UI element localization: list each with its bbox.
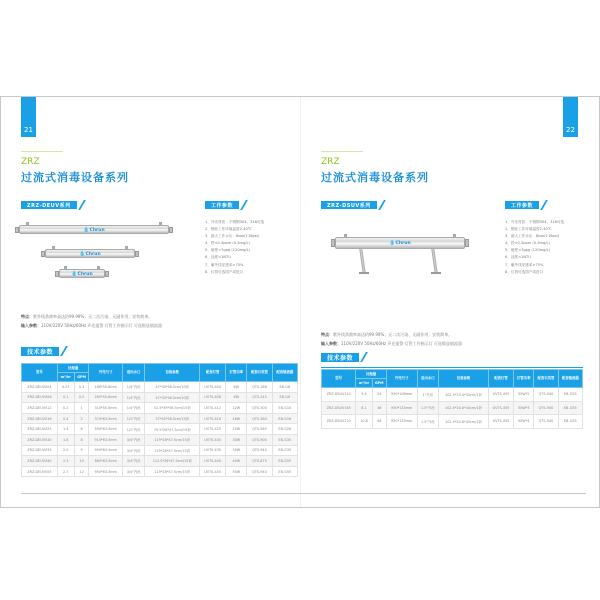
cell-m3: 2.7	[57, 466, 74, 477]
cell-lamp: UVTS-430	[200, 434, 226, 445]
cell-quartz: QTS-245	[247, 392, 272, 403]
cell-lamp: UVTS-455	[488, 388, 513, 402]
col-model: 型号	[322, 370, 356, 388]
water-drop-icon: 💧	[83, 227, 90, 233]
features-block	[21, 312, 162, 330]
cell-lamp: UVTS-404	[200, 382, 226, 393]
table-row	[322, 401, 583, 415]
cell-carton: 102.5*24.8*45cm/1套	[439, 415, 489, 429]
cell-size: 590*63.5mm	[89, 424, 122, 435]
cell-size: 885*63.5mm	[89, 456, 122, 467]
cell-inout: 3/4"内丝	[122, 445, 145, 456]
cell-m3: 5.4	[356, 388, 372, 402]
spec-table	[321, 369, 583, 429]
work-params-list	[205, 219, 264, 276]
input-params-line: 输入参数：110V/220V 50Hz/60Hz 声光报警 灯管工作指示灯 可选数显镇流器	[321, 341, 462, 346]
cell-power: 6W	[226, 392, 247, 403]
cell-size: 950*108mm	[386, 388, 417, 402]
work-param-item: 2、钢丝工作环境温度2-40℃	[205, 227, 252, 232]
cell-ballast: EB-G55	[558, 415, 582, 429]
work-param-item: 7、紫外线穿透率>75%	[505, 262, 544, 267]
cell-quartz: QTS-940	[534, 401, 558, 415]
cell-model: ZRZ-DEUV025	[22, 424, 58, 435]
features-line: 特点：紫外线杀菌率高达约99.99%；无二次污染、无副作用；安装简单。	[21, 314, 153, 319]
cell-carton: 102.5*23.4*43cm/1套	[439, 388, 489, 402]
brand-label: ZRZ	[321, 157, 340, 167]
uv-tube-large	[19, 225, 169, 234]
work-param-item: 2、钢丝工作环境温度2-40℃	[505, 227, 552, 232]
cell-power: 55W*3	[514, 401, 534, 415]
cell-m3: 0.1	[57, 392, 74, 403]
cell-lamp: UVTS-425	[200, 424, 226, 435]
product-logo: 💧Chrun	[79, 251, 101, 257]
cell-gpm: 0.3	[74, 382, 89, 393]
work-param-item: 4、铁<0.3ppm (0.3mg/L)	[205, 241, 250, 246]
cell-model: ZRZ-DSUV110	[322, 388, 356, 402]
spec-table-body	[322, 388, 583, 429]
cell-inout: 1"外丝	[417, 388, 439, 402]
cell-power: 40W	[226, 456, 247, 467]
work-param-item: 3、最大工作水压：8bar(116psi)	[205, 234, 260, 239]
table-row	[322, 415, 583, 429]
spec-table-body	[22, 382, 298, 477]
col-flow-gpm: GPM	[372, 379, 386, 388]
cell-model: ZRZ-DEUV035	[22, 445, 58, 456]
cell-ballast: EB-G55	[558, 388, 582, 402]
work-param-item: 5、硬度<7gpg (120mg/L)	[205, 248, 251, 253]
col-lamp: 配套灯管	[200, 364, 226, 382]
series-tag: ZRZ-DSUV系列	[321, 201, 377, 209]
page-title: 过流式消毒设备系列	[321, 171, 429, 184]
features-line: 特点：紫外线杀菌率高达约99.99%；无二次污染、无副作用；安装简单。	[321, 332, 453, 337]
work-param-item: 5、硬度<7gpg (120mg/L)	[505, 248, 551, 253]
cell-power: 55W	[226, 466, 247, 477]
cell-m3: 0.2	[57, 403, 74, 414]
table-row	[22, 434, 298, 445]
water-drop-icon: 💧	[71, 271, 78, 277]
cell-power: 6W	[226, 382, 247, 393]
cell-inout: 1.5"外丝	[417, 401, 439, 415]
cell-gpm: 10	[74, 456, 89, 467]
cell-m3: 0.07	[57, 382, 74, 393]
cell-carton: 79.5*28*47.5cm/15套	[145, 424, 200, 435]
work-param-item: 3、最大工作水压：8bar(116psi)	[505, 234, 560, 239]
page-number: 21	[24, 126, 33, 134]
cell-gpm: 8	[74, 434, 89, 445]
cell-ballast: EB-G16	[272, 413, 297, 424]
table-row	[22, 382, 298, 393]
title-rule	[21, 151, 63, 152]
cell-model: ZRZ-DSUV165	[322, 401, 356, 415]
cell-model: ZRZ-DSUV220	[322, 415, 356, 429]
spec-table	[21, 363, 298, 477]
col-ballast: 配套镇流器	[558, 370, 582, 388]
cell-ballast: EB-G55	[272, 466, 297, 477]
cell-lamp: UVTS-440	[200, 456, 226, 467]
work-params-tag: 工作参数	[505, 201, 539, 209]
table-row	[22, 392, 298, 403]
cell-quartz: QTS-186	[247, 382, 272, 393]
cell-lamp: UVTS-406	[200, 392, 226, 403]
cell-model: ZRZ-DEUV004	[22, 382, 58, 393]
cell-size: 950*133mm	[386, 415, 417, 429]
cell-ballast: EB-G55	[272, 456, 297, 467]
cell-size: 950*133mm	[386, 401, 417, 415]
cell-quartz: QTS-360	[247, 413, 272, 424]
page-number: 22	[566, 126, 575, 134]
table-row	[22, 413, 298, 424]
table-row	[322, 388, 583, 402]
table-row	[22, 466, 298, 477]
cell-gpm: 9	[74, 445, 89, 456]
cell-lamp: UVTS-435	[200, 445, 226, 456]
work-param-item: 6、浊度<1NTU	[205, 255, 231, 260]
stand-leg	[359, 249, 365, 273]
cell-inout: 1/2"内丝	[122, 424, 145, 435]
work-param-item: 8、灯管可选国产或进口	[505, 269, 544, 274]
product-logo: 💧Chrun	[389, 240, 411, 246]
page-number-tab	[21, 97, 36, 137]
cell-gpm: 12	[74, 466, 89, 477]
cell-lamp: UVTS-455	[488, 401, 513, 415]
work-param-item: 4、铁<0.3ppm (0.3mg/L)	[505, 241, 550, 246]
col-flow: 处理量	[356, 370, 386, 379]
cell-m3: 10.8	[356, 415, 372, 429]
cell-inout: 1/4"内丝	[122, 392, 145, 403]
stand-leg	[431, 249, 437, 273]
cell-inout: 1.5"外丝	[417, 415, 439, 429]
cell-size: 310*50.8mm	[89, 403, 122, 414]
col-inout: 进出水口	[122, 364, 145, 382]
cell-quartz: QTS-940	[247, 445, 272, 456]
page-number-tab	[563, 97, 578, 137]
cell-inout: 3/4"内丝	[122, 456, 145, 467]
cell-quartz: QTS-560	[247, 424, 272, 435]
cell-size: 265*50.8mm	[89, 392, 122, 403]
cell-gpm: 36	[372, 401, 386, 415]
cell-model: ZRZ-DEUV055	[22, 466, 58, 477]
cell-gpm: 0.5	[74, 392, 89, 403]
right-page	[301, 97, 600, 507]
brochure-spread	[0, 96, 600, 508]
cell-model: ZRZ-DEUV016	[22, 413, 58, 424]
col-ballast: 配套镇流器	[272, 364, 297, 382]
cell-power: 25W	[226, 424, 247, 435]
cell-model: ZRZ-DEUV012	[22, 403, 58, 414]
cell-carton: 47*30*58.5cm/10套	[145, 382, 200, 393]
cell-ballast: EB-G35	[272, 434, 297, 445]
col-flow-m3: m³/hr	[57, 373, 74, 382]
uv-tube-small	[59, 269, 105, 278]
cell-power: 12W	[226, 403, 247, 414]
work-params-tag: 工作参数	[205, 201, 239, 209]
input-params-line: 输入参数：110V/220V 50Hz/60Hz 声光报警 灯管工作指示灯 可选数显镇流器	[21, 323, 162, 328]
col-carton: 包装参数	[439, 370, 489, 388]
col-power: 灯管功率	[514, 370, 534, 388]
col-quartz: 配套石英管	[534, 370, 558, 388]
water-drop-icon: 💧	[389, 240, 396, 246]
work-param-item: 1、外壳材质：不锈钢304、316可选	[505, 220, 565, 224]
features-block	[321, 330, 462, 348]
product-logo: 💧Chrun	[83, 227, 105, 233]
cell-carton: 47*30*58.5cm/10套	[145, 392, 200, 403]
cell-quartz: QTS-875	[247, 456, 272, 467]
tech-params-tag: 技术参数	[321, 353, 359, 362]
col-quartz: 配套石英管	[247, 364, 272, 382]
cell-ballast: EB-G6	[272, 392, 297, 403]
cell-quartz: QTS-940	[534, 388, 558, 402]
cell-carton: 119*28*47.5cm/15套	[145, 445, 200, 456]
brand-label: ZRZ	[21, 157, 40, 167]
stand-foot	[359, 272, 369, 274]
col-power: 灯管功率	[226, 364, 247, 382]
uv-tube-medium	[45, 249, 135, 258]
cell-gpm: 6	[74, 424, 89, 435]
cell-ballast: EB-G26	[272, 424, 297, 435]
cell-quartz: QTS-300	[247, 403, 272, 414]
cell-power: 16W	[226, 413, 247, 424]
col-flow-gpm: GPM	[74, 373, 89, 382]
cell-gpm: 24	[372, 388, 386, 402]
cell-carton: 112.5*28*47.5cm/15套	[145, 456, 200, 467]
cell-m3: 1.4	[57, 424, 74, 435]
cell-ballast: EB-G6	[272, 382, 297, 393]
cell-ballast: EB-G55	[558, 401, 582, 415]
stand-foot	[431, 272, 441, 274]
page-title: 过流式消毒设备系列	[21, 171, 129, 184]
col-flow: 处理量	[57, 364, 89, 373]
cell-quartz: QTS-940	[247, 466, 272, 477]
cell-size: 186*50.8mm	[89, 382, 122, 393]
cell-carton: 52.5*39*58.5cm/15套	[145, 403, 200, 414]
work-param-item: 7、紫外线穿透率>75%	[205, 262, 244, 267]
cell-lamp: UVTS-455	[200, 466, 226, 477]
cell-m3: 8.1	[356, 401, 372, 415]
table-row	[22, 456, 298, 467]
col-flow-m3: m³/hr	[356, 379, 372, 388]
bottom-rule	[21, 493, 586, 494]
work-params-list	[505, 219, 564, 276]
cell-power: 55W*4	[514, 415, 534, 429]
cell-power: 55W*2	[514, 388, 534, 402]
table-row	[22, 403, 298, 414]
product-logo: 💧Chrun	[71, 271, 93, 277]
cell-carton: 119*28*47.5cm/15套	[145, 466, 200, 477]
water-drop-icon: 💧	[79, 251, 86, 257]
uv-tube-multi-lamp	[335, 237, 465, 249]
cell-lamp: UVTS-412	[200, 403, 226, 414]
cell-m3: 2.3	[57, 456, 74, 467]
cell-carton: 119*28*47.5cm/15套	[145, 434, 200, 445]
col-lamp: 配套灯管	[488, 370, 513, 388]
cell-gpm: 1	[74, 403, 89, 414]
cell-carton: 102.5*24.8*45cm/1套	[439, 401, 489, 415]
table-row	[22, 445, 298, 456]
table-top-rule	[321, 367, 583, 368]
cell-size: 910*63.5mm	[89, 434, 122, 445]
left-page	[1, 97, 301, 507]
cell-size: 950*63.5mm	[89, 445, 122, 456]
cell-gpm: 2	[74, 413, 89, 424]
table-row	[22, 424, 298, 435]
cell-carton: 57*40*58.5cm/15套	[145, 413, 200, 424]
col-carton: 包装参数	[145, 364, 200, 382]
cell-ballast: EB-G10	[272, 403, 297, 414]
cell-model: ZRZ-DEUV006	[22, 392, 58, 403]
cell-size: 950*63.5mm	[89, 466, 122, 477]
cell-ballast: EB-G35	[272, 445, 297, 456]
cell-inout: 1/4"内丝	[122, 403, 145, 414]
cell-model: ZRZ-DEUV030	[22, 434, 58, 445]
cell-inout: 1/2"内丝	[122, 413, 145, 424]
cell-m3: 0.4	[57, 413, 74, 424]
cell-power: 35W	[226, 445, 247, 456]
cell-lamp: UVTS-416	[200, 413, 226, 424]
series-tag: ZRZ-DEUV系列	[21, 201, 77, 209]
cell-quartz: QTS-900	[247, 434, 272, 445]
cell-model: ZRZ-DEUV040	[22, 456, 58, 467]
work-param-item: 6、浊度<1NTU	[505, 255, 531, 260]
cell-size: 370*63.5mm	[89, 413, 122, 424]
cell-inout: 1/4"内丝	[122, 382, 145, 393]
cell-quartz: QTS-940	[534, 415, 558, 429]
cell-inout: 3/4"内丝	[122, 466, 145, 477]
cell-power: 30W	[226, 434, 247, 445]
work-param-item: 8、灯管可选国产或进口	[205, 269, 244, 274]
tech-params-tag: 技术参数	[21, 347, 59, 356]
cell-m3: 1.8	[57, 434, 74, 445]
cell-inout: 3/4"内丝	[122, 434, 145, 445]
col-model: 型号	[22, 364, 58, 382]
work-param-item: 1、外壳材质：不锈钢304、316可选	[205, 220, 265, 224]
cell-lamp: UVTS-455	[488, 415, 513, 429]
title-rule	[321, 151, 363, 152]
col-size: 外壳尺寸	[386, 370, 417, 388]
col-size: 外壳尺寸	[89, 364, 122, 382]
cell-m3: 2.0	[57, 445, 74, 456]
col-inout: 进出水口	[417, 370, 439, 388]
cell-gpm: 48	[372, 415, 386, 429]
